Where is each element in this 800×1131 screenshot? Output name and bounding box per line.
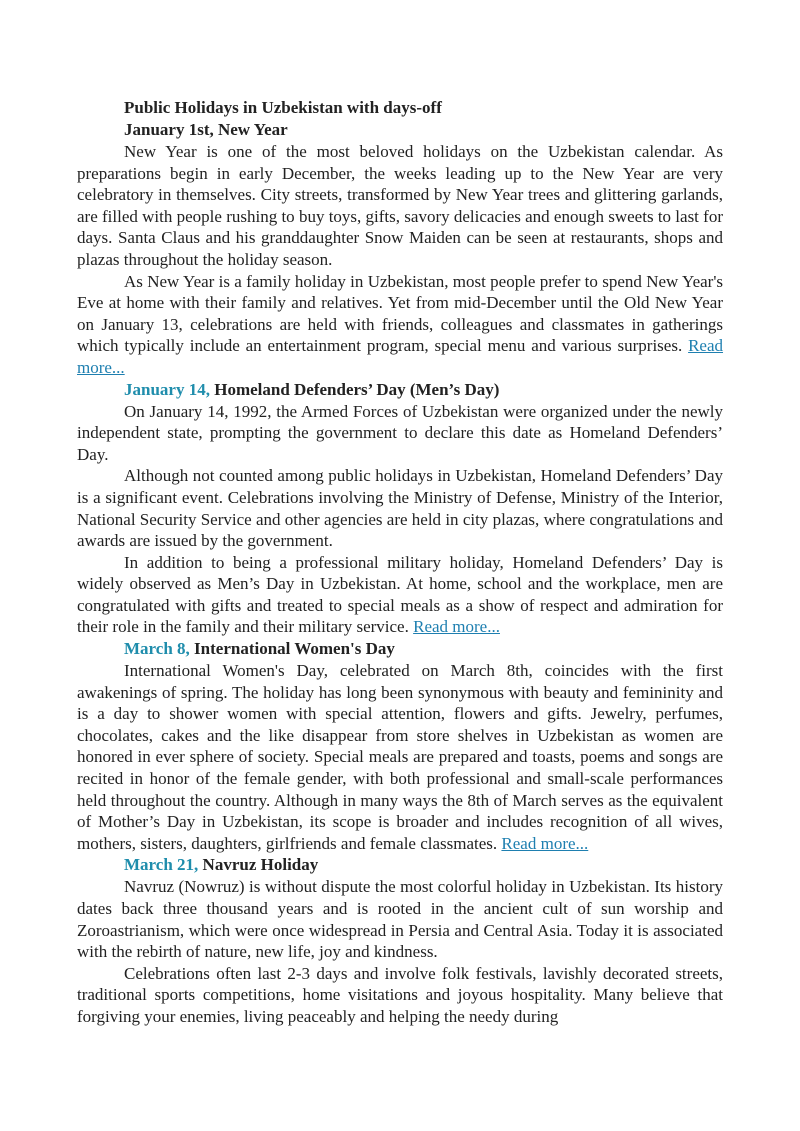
section-heading — [77, 854, 723, 876]
paragraph-text: As New Year is a family holiday in Uzbekistan, most people prefer to spend New Year's Eve at home with their family and relatives. Yet from mid-December until the Old New Year on January 13, celebrations are held with friends, colleagues and classmates in gatherings which typically include an entertainment program, special menu and various surprises. — [77, 271, 723, 356]
section-heading — [77, 379, 723, 401]
holiday-section-new-year — [77, 119, 723, 379]
paragraph-with-link — [77, 271, 723, 379]
section-date: March 8, — [124, 639, 190, 659]
paragraph: New Year is one of the most beloved holidays on the Uzbekistan calendar. As preparations begin in early December, the weeks leading up to the New Year are very celebratory in themselves. City streets, transformed by New Year trees and glittering garlands, are filled with people rushing to buy toys, gifts, savory delicacies and enough sweets to last for days. Santa Claus and his granddaughter Snow Maiden can be seen at restaurants, shops and plazas throughout the holiday season. — [77, 142, 723, 269]
paragraph: On January 14, 1992, the Armed Forces of Uzbekistan were organized under the newly independent state, prompting the government to declare this date as Homeland Defenders’ Day. — [77, 401, 723, 464]
read-more-link[interactable]: Read more... — [501, 833, 589, 853]
holiday-section-womens-day — [77, 638, 723, 854]
paragraph-with-link — [77, 660, 723, 854]
read-more-link[interactable]: Read more... — [413, 617, 500, 637]
paragraph: Navruz (Nowruz) is without dispute the most colorful holiday in Uzbekistan. Its history dates back three thousand years and is rooted in the ancient cult of sun worship and Zoroastrianism, which were once widespread in Persia and Central Asia. Today it is associated with the rebirth of nature, new life, joy and kindness. — [77, 877, 723, 962]
holiday-section-defenders-day — [77, 379, 723, 639]
section-heading — [77, 119, 723, 141]
section-date: March 21, — [124, 855, 199, 875]
paragraph-text: In addition to being a professional military holiday, Homeland Defenders’ Day is widely observed as Men’s Day in Uzbekistan. At home, school and the workplace, men are congratulated with gifts and treated to special meals as a show of respect and admiration for their role in the family and their military service. — [77, 552, 723, 637]
document-title: Public Holidays in Uzbekistan with days-off — [124, 98, 442, 117]
section-title: January 1st, New Year — [124, 120, 288, 139]
paragraph-with-link — [77, 552, 723, 638]
read-more-link[interactable]: Read more... — [77, 336, 724, 377]
paragraph: Celebrations often last 2-3 days and involve folk festivals, lavishly decorated streets, traditional sports competitions, home visitations and joyous hospitality. Many believe that forgiving your enemies, living peaceably and helping the needy during — [77, 963, 723, 1026]
section-date: January 14, — [124, 379, 210, 399]
paragraph: Although not counted among public holidays in Uzbekistan, Homeland Defenders’ Day is a significant event. Celebrations involving the Ministry of Defense, Ministry of the Interior, National Security Service and other agencies are held in city plazas, where congratulations and awards are issued by the government. — [77, 466, 723, 551]
section-title: Homeland Defenders’ Day (Men’s Day) — [214, 379, 500, 399]
section-title: International Women's Day — [194, 639, 395, 659]
section-heading — [77, 638, 723, 660]
section-title: Navruz Holiday — [202, 855, 319, 875]
holiday-section-navruz — [77, 854, 723, 1027]
paragraph-text: International Women's Day, celebrated on March 8th, coincides with the first awakenings of spring. The holiday has long been synonymous with beauty and femininity and is a day to shower women with special attention, flowers and gifts. Jewelry, perfumes, chocolates, cakes and the like disappear from store shelves in Uzbekistan as women are honored in ever sphere of society. Special meals are prepared and toasts, poems and songs are recited in honor of the female gender, with both professional and small-scale performances held throughout the country. Although in many ways the 8th of March serves as the equivalent of Mother’s Day in Uzbekistan, its scope is broader and includes recognition of all wives, mothers, sisters, daughters, girlfriends and female classmates. — [77, 661, 723, 853]
